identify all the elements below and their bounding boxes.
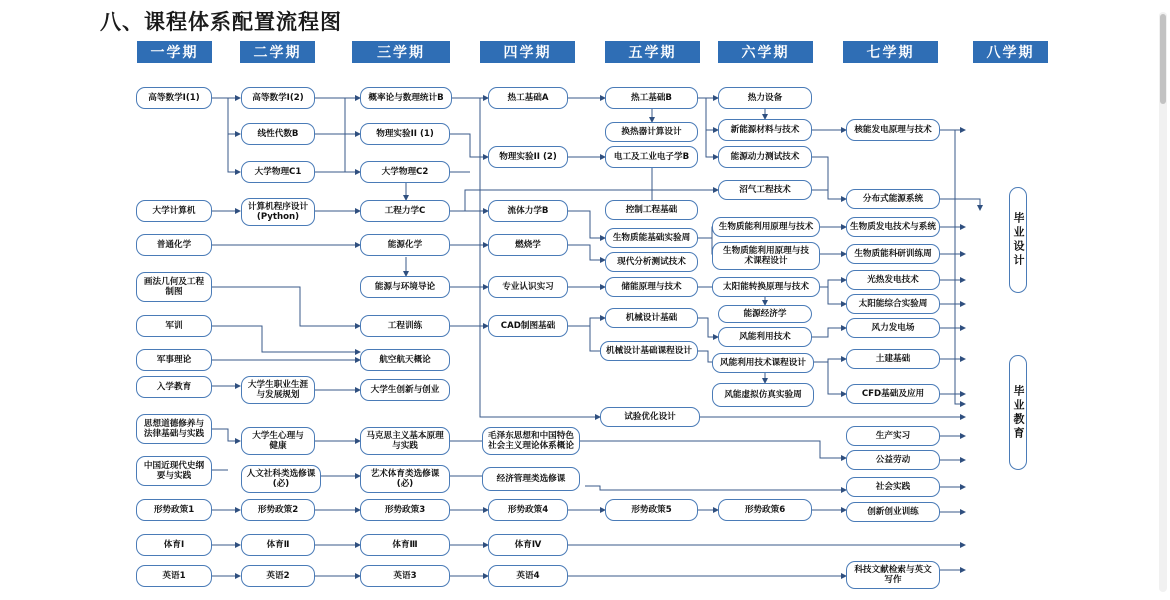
course-energy-economics: 能源经济学 (718, 305, 812, 323)
course-physics-c2: 大学物理C2 (360, 161, 450, 183)
semester-header-1: 一学期 (137, 41, 212, 63)
course-cognition-internship: 专业认识实习 (488, 276, 568, 298)
course-thermal-equipment: 热力设备 (718, 87, 812, 109)
course-economics-elective: 经济管理类选修课 (482, 467, 580, 491)
course-mental-health: 大学生心理与 健康 (241, 427, 315, 455)
course-physics-lab-1: 物理实验II (1) (360, 123, 450, 145)
course-english-1: 英语1 (136, 565, 212, 587)
course-pe-4: 体育Ⅳ (488, 534, 568, 556)
course-general-chemistry: 普通化学 (136, 234, 212, 256)
course-college-computer: 大学计算机 (136, 200, 212, 222)
vertical-scrollbar[interactable] (1159, 12, 1167, 592)
course-humanities-elective: 人文社科类选修课 (必) (241, 465, 321, 493)
course-innovation-entrepreneurship: 大学生创新与创业 (360, 379, 450, 401)
course-physics-lab-2: 物理实验II (2) (488, 146, 568, 168)
course-wind-energy-project: 风能利用技术课程设计 (712, 353, 814, 373)
course-marxism: 马克思主义基本原理 与实践 (360, 427, 450, 455)
course-graduation-education: 毕业教育 (1009, 355, 1027, 470)
course-civil-basics: 土建基础 (846, 349, 940, 369)
course-aerospace: 航空航天概论 (360, 349, 450, 371)
semester-header-4: 四学期 (480, 41, 575, 63)
course-social-practice: 社会实践 (846, 477, 940, 497)
course-advanced-math-1: 高等数学Ⅰ(1) (136, 87, 212, 109)
course-english-2: 英语2 (241, 565, 315, 587)
course-pe-2: 体育Ⅱ (241, 534, 315, 556)
course-heat-exchanger-design: 换热器计算设计 (605, 122, 698, 142)
course-military-training: 军训 (136, 315, 212, 337)
course-solar-conversion: 太阳能转换原理与技术 (712, 277, 820, 297)
course-policy-6: 形势政策6 (718, 499, 812, 521)
course-energy-environment: 能源与环境导论 (360, 276, 450, 298)
course-mao-theory: 毛泽东思想和中国特色 社会主义理论体系概论 (482, 427, 580, 455)
semester-header-3: 三学期 (352, 41, 450, 63)
page-title: 八、课程体系配置流程图 (100, 10, 342, 34)
course-policy-5: 形势政策5 (605, 499, 698, 521)
course-biomass-research-week: 生物质能科研训练周 (846, 244, 940, 264)
course-combustion: 燃烧学 (488, 234, 568, 256)
course-wind-virtual-simulation: 风能虚拟仿真实验周 (712, 383, 814, 407)
course-physics-c1: 大学物理C1 (241, 161, 315, 183)
course-energy-testing: 能源动力测试技术 (718, 146, 812, 168)
course-linear-algebra: 线性代数B (241, 123, 315, 145)
course-biogas-engineering: 沼气工程技术 (718, 180, 812, 200)
course-thermal-basics-b: 热工基础B (605, 87, 698, 109)
course-distributed-energy: 分布式能源系统 (846, 189, 940, 209)
course-cad-drawing: CAD制图基础 (488, 315, 568, 337)
course-morality-law: 思想道德修养与 法律基础与实践 (136, 414, 212, 444)
course-pe-1: 体育Ⅰ (136, 534, 212, 556)
course-energy-storage: 储能原理与技术 (605, 277, 698, 297)
semester-header-7: 七学期 (843, 41, 938, 63)
semester-header-8: 八学期 (973, 41, 1048, 63)
course-electrical-electronics: 电工及工业电子学B (605, 146, 698, 168)
course-fluid-mechanics: 流体力学B (488, 200, 568, 222)
course-english-4: 英语4 (488, 565, 568, 587)
course-engineering-mechanics: 工程力学C (360, 200, 450, 222)
course-policy-1: 形势政策1 (136, 499, 212, 521)
course-policy-2: 形势政策2 (241, 499, 315, 521)
course-experiment-optimization: 试验优化设计 (600, 407, 700, 427)
course-descriptive-geometry: 画法几何及工程 制图 (136, 272, 212, 302)
course-production-internship: 生产实习 (846, 426, 940, 446)
course-control-engineering: 控制工程基础 (605, 200, 698, 220)
course-english-3: 英语3 (360, 565, 450, 587)
course-career-planning: 大学生职业生涯 与发展规划 (241, 376, 315, 404)
semester-header-2: 二学期 (240, 41, 315, 63)
course-biomass-lab-week: 生物质能基础实验周 (605, 228, 698, 248)
course-public-labor: 公益劳动 (846, 450, 940, 470)
course-energy-chemistry: 能源化学 (360, 234, 450, 256)
course-advanced-math-2: 高等数学Ⅰ(2) (241, 87, 315, 109)
scrollbar-thumb[interactable] (1160, 14, 1166, 104)
course-solar-thermal-power: 光热发电技术 (846, 270, 940, 290)
course-nuclear-power: 核能发电原理与技术 (846, 119, 940, 141)
course-policy-3: 形势政策3 (360, 499, 450, 521)
course-modern-history: 中国近现代史纲 要与实践 (136, 456, 212, 486)
course-thermal-basics-a: 热工基础A (488, 87, 568, 109)
course-biomass-utilization: 生物质能利用原理与技术 (712, 217, 820, 237)
course-biomass-power: 生物质发电技术与系统 (846, 217, 940, 237)
course-probability-statistics: 概率论与数理统计B (360, 87, 452, 109)
semester-header-6: 六学期 (718, 41, 813, 63)
course-engineering-training: 工程训练 (360, 315, 450, 337)
course-literature-retrieval: 科技文献检索与英文 写作 (846, 561, 940, 589)
course-modern-analysis: 现代分析测试技术 (605, 252, 698, 272)
course-pe-3: 体育Ⅲ (360, 534, 450, 556)
course-graduation-design: 毕业设计 (1009, 187, 1027, 293)
course-wind-energy: 风能利用技术 (718, 327, 812, 347)
course-orientation: 入学教育 (136, 376, 212, 398)
course-cfd: CFD基础及应用 (846, 384, 940, 404)
course-python-programming: 计算机程序设计 (Python) (241, 198, 315, 226)
course-innovation-training: 创新创业训练 (846, 502, 940, 522)
course-mechanical-design-project: 机械设计基础课程设计 (600, 341, 698, 361)
course-biomass-utilization-project: 生物质能利用原理与技 术课程设计 (712, 242, 820, 270)
course-mechanical-design: 机械设计基础 (605, 308, 698, 328)
course-arts-pe-elective: 艺术体育类选修课 (必) (360, 465, 450, 493)
semester-header-5: 五学期 (605, 41, 700, 63)
course-military-theory: 军事理论 (136, 349, 212, 371)
course-new-energy-materials: 新能源材料与技术 (718, 119, 812, 141)
course-policy-4: 形势政策4 (488, 499, 568, 521)
course-solar-lab-week: 太阳能综合实验周 (846, 294, 940, 314)
course-wind-farm: 风力发电场 (846, 318, 940, 338)
